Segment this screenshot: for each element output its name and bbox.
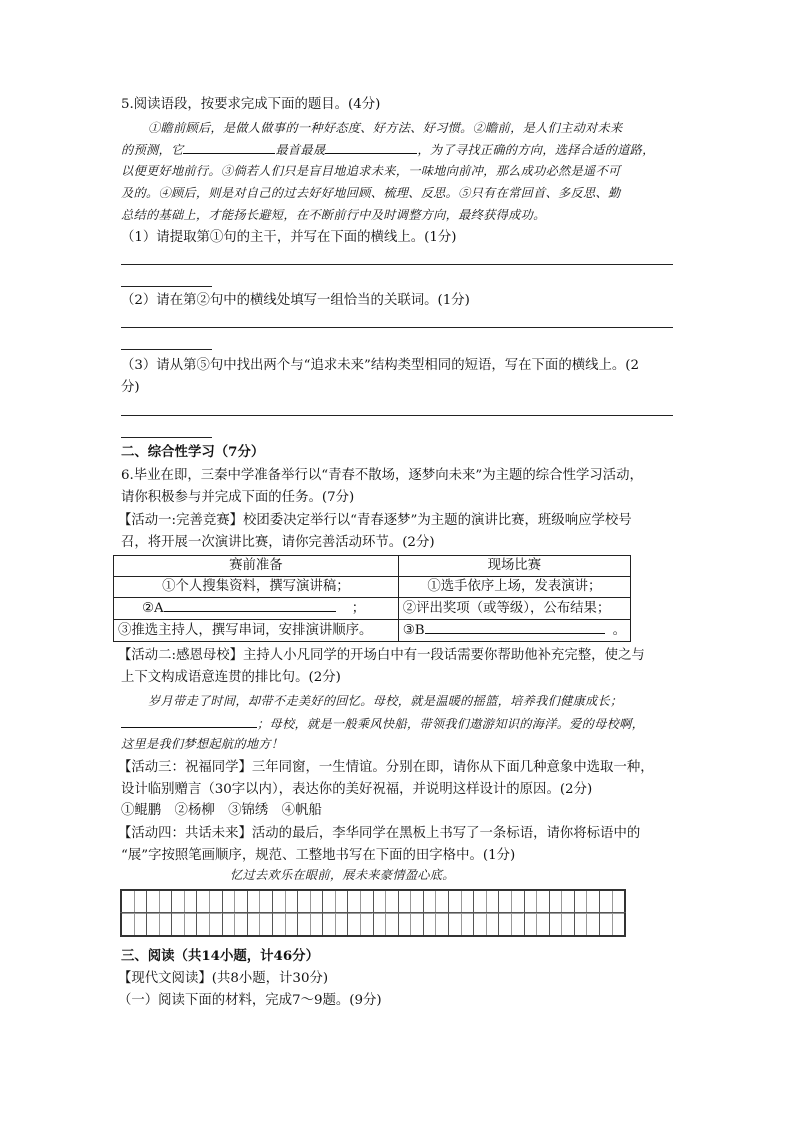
table-header-row: [114, 556, 631, 577]
grid-middle-divider: [120, 912, 626, 913]
activity2-passage1: 岁月带走了时间，却带不走美好的回忆。母校，就是温暖的摇篮，培养我们健康成长；: [148, 694, 623, 708]
blank-a-label: ②A: [142, 601, 164, 616]
q5-sub2-answer-line[interactable]: [121, 327, 673, 328]
q5-sub1-answer-line-short[interactable]: [121, 286, 212, 287]
table-cell: ①选手依序上场，发表演讲；: [398, 577, 630, 598]
table-cell-blank-a: [114, 598, 399, 620]
q5-sub1-answer-line[interactable]: [121, 264, 673, 265]
q5-passage-line2: [121, 140, 655, 159]
q5-sub2: （2）请在第②句中的横线处填写一组恰当的关联词。(1分): [121, 293, 470, 308]
grid-cell[interactable]: [248, 891, 273, 935]
blank-b-end: 。: [612, 623, 626, 638]
grid-cell[interactable]: [348, 891, 373, 935]
grid-cell[interactable]: [273, 891, 298, 935]
q5-sub3-answer-line[interactable]: [121, 415, 673, 416]
blank-a-line[interactable]: [164, 598, 336, 612]
activity2-passage2: [121, 714, 644, 733]
section2-heading: 二、综合性学习（7分）: [121, 444, 265, 460]
grid-cell[interactable]: [525, 891, 550, 935]
grid-cell[interactable]: [147, 891, 172, 935]
q5-passage-line4: 及的。④顾后，则是对自己的过去好好地回顾、梳理、反思。⑤只有在常回首、多反思、勤: [121, 186, 621, 200]
section3-heading: 三、阅读（共14小题，计46分）: [121, 948, 319, 964]
activity2-passage3: 这里是我们梦想起航的地方！: [121, 737, 284, 751]
q5-sub3: （3）请从第⑤句中找出两个与“追求未来”结构类型相同的短语，写在下面的横线上。(2: [121, 358, 640, 373]
activity2-passage2-text: ；母校，就是一般乘风快船，带领我们遨游知识的海洋。爱的母校啊，: [257, 717, 645, 731]
grid-cell[interactable]: [499, 891, 524, 935]
grid-cell[interactable]: [424, 891, 449, 935]
grid-cell[interactable]: [323, 891, 348, 935]
table-cell: ②评出奖项（或等级），公布结果；: [398, 598, 630, 620]
q5-sub1: （1）请提取第①句的主干，并写在下面的横线上。(1分): [121, 230, 457, 245]
q5-passage-line2-b: 最首最晟: [275, 143, 326, 157]
grid-cell[interactable]: [449, 891, 474, 935]
table-cell-blank-b: [398, 620, 630, 642]
table-cell: ①个人搜集资料，撰写演讲稿；: [114, 577, 399, 598]
grid-cell[interactable]: [374, 891, 399, 935]
grid-cell[interactable]: [197, 891, 222, 935]
activity1-line1: 【活动一:完善竞赛】校团委决定举行以“青春逐梦”为主题的演讲比赛，班级响应学校号: [118, 513, 632, 528]
activity4-slogan: 忆过去欢乐在眼前，展未来豪情盈心底。: [230, 868, 455, 882]
q6-line2: 请你积极参与并完成下面的任务。(7分): [121, 490, 355, 505]
q5-sub3-cont: 分): [121, 380, 140, 395]
q5-passage-line2-c: ，为了寻找正确的方向，选择合适的道路，: [417, 143, 655, 157]
tianzige-grid[interactable]: [120, 889, 626, 937]
q5-sub3-answer-line-short[interactable]: [121, 437, 212, 438]
section3-part1: （一）阅读下面的材料，完成7～9题。(9分): [118, 993, 382, 1008]
activity1-table: [113, 555, 631, 642]
table-row: [114, 577, 631, 598]
activity3-line1: 【活动三：祝福同学】三年同窗，一生情谊。分别在即，请你从下面几种意象中选取一种，: [118, 760, 654, 775]
q5-blank-1[interactable]: [183, 140, 275, 154]
blank-b-line[interactable]: [425, 620, 605, 634]
grid-cell[interactable]: [399, 891, 424, 935]
table-header-live: 现场比赛: [398, 556, 630, 577]
q5-blank-2[interactable]: [325, 140, 417, 154]
grid-cell[interactable]: [298, 891, 323, 935]
q5-passage-line1: ①瞻前顾后，是做人做事的一种好态度、好方法、好习惯。②瞻前，是人们主动对未来: [148, 121, 623, 135]
table-row: [114, 620, 631, 642]
grid-cell[interactable]: [575, 891, 600, 935]
blank-a-end: ；: [351, 601, 366, 616]
activity3-line2: 设计临别赠言（30字以内），表达你的美好祝福，并说明这样设计的原因。(2分): [121, 782, 593, 797]
q5-passage-line2-a: 的预测，它: [121, 143, 184, 157]
activity2-line2: 上下文构成语意连贯的排比句。(2分): [121, 670, 341, 685]
activity3-options: ①鲲鹏 ②杨柳 ③锦绣 ④帆船: [121, 803, 322, 818]
table-row: [114, 598, 631, 620]
blank-b-label: ③B: [402, 623, 425, 638]
q5-passage-line3: 以便更好地前行。③倘若人们只是盲目地追求未来，一味地向前冲，那么成功必然是遥不可: [121, 164, 621, 178]
q5-sub2-answer-line-short[interactable]: [121, 349, 212, 350]
q5-title: 5.阅读语段，按要求完成下面的题目。(4分): [121, 97, 381, 112]
grid-cell[interactable]: [550, 891, 575, 935]
grid-cell[interactable]: [600, 891, 624, 935]
section3-subheading: 【现代文阅读】(共8小题，计30分): [118, 971, 329, 986]
grid-cell[interactable]: [474, 891, 499, 935]
grid-cell[interactable]: [122, 891, 147, 935]
grid-cell[interactable]: [172, 891, 197, 935]
table-cell: ③推选主持人，撰写串词，安排演讲顺序。: [114, 620, 399, 642]
grid-cell[interactable]: [223, 891, 248, 935]
q5-passage-line5: 总结的基础上，才能扬长避短，在不断前行中及时调整方向，最终获得成功。: [121, 208, 546, 222]
activity1-line2: 召，将开展一次演讲比赛，请你完善活动环节。(2分): [121, 535, 435, 550]
table-header-prep: 赛前准备: [114, 556, 399, 577]
activity2-line1: 【活动二:感恩母校】主持人小凡同学的开场白中有一段话需要你帮助他补充完整，使之与: [118, 648, 645, 663]
activity2-blank[interactable]: [121, 714, 257, 728]
activity4-line1: 【活动四：共话未来】活动的最后，李华同学在黑板上书写了一条标语，请你将标语中的: [118, 826, 641, 841]
q6-line1: 6.毕业在即，三秦中学准备举行以“青春不散场，逐梦向未来”为主题的综合性学习活动，: [121, 468, 643, 483]
activity4-line2: “展”字按照笔画顺序，规范、工整地书写在下面的田字格中。(1分): [121, 848, 516, 863]
